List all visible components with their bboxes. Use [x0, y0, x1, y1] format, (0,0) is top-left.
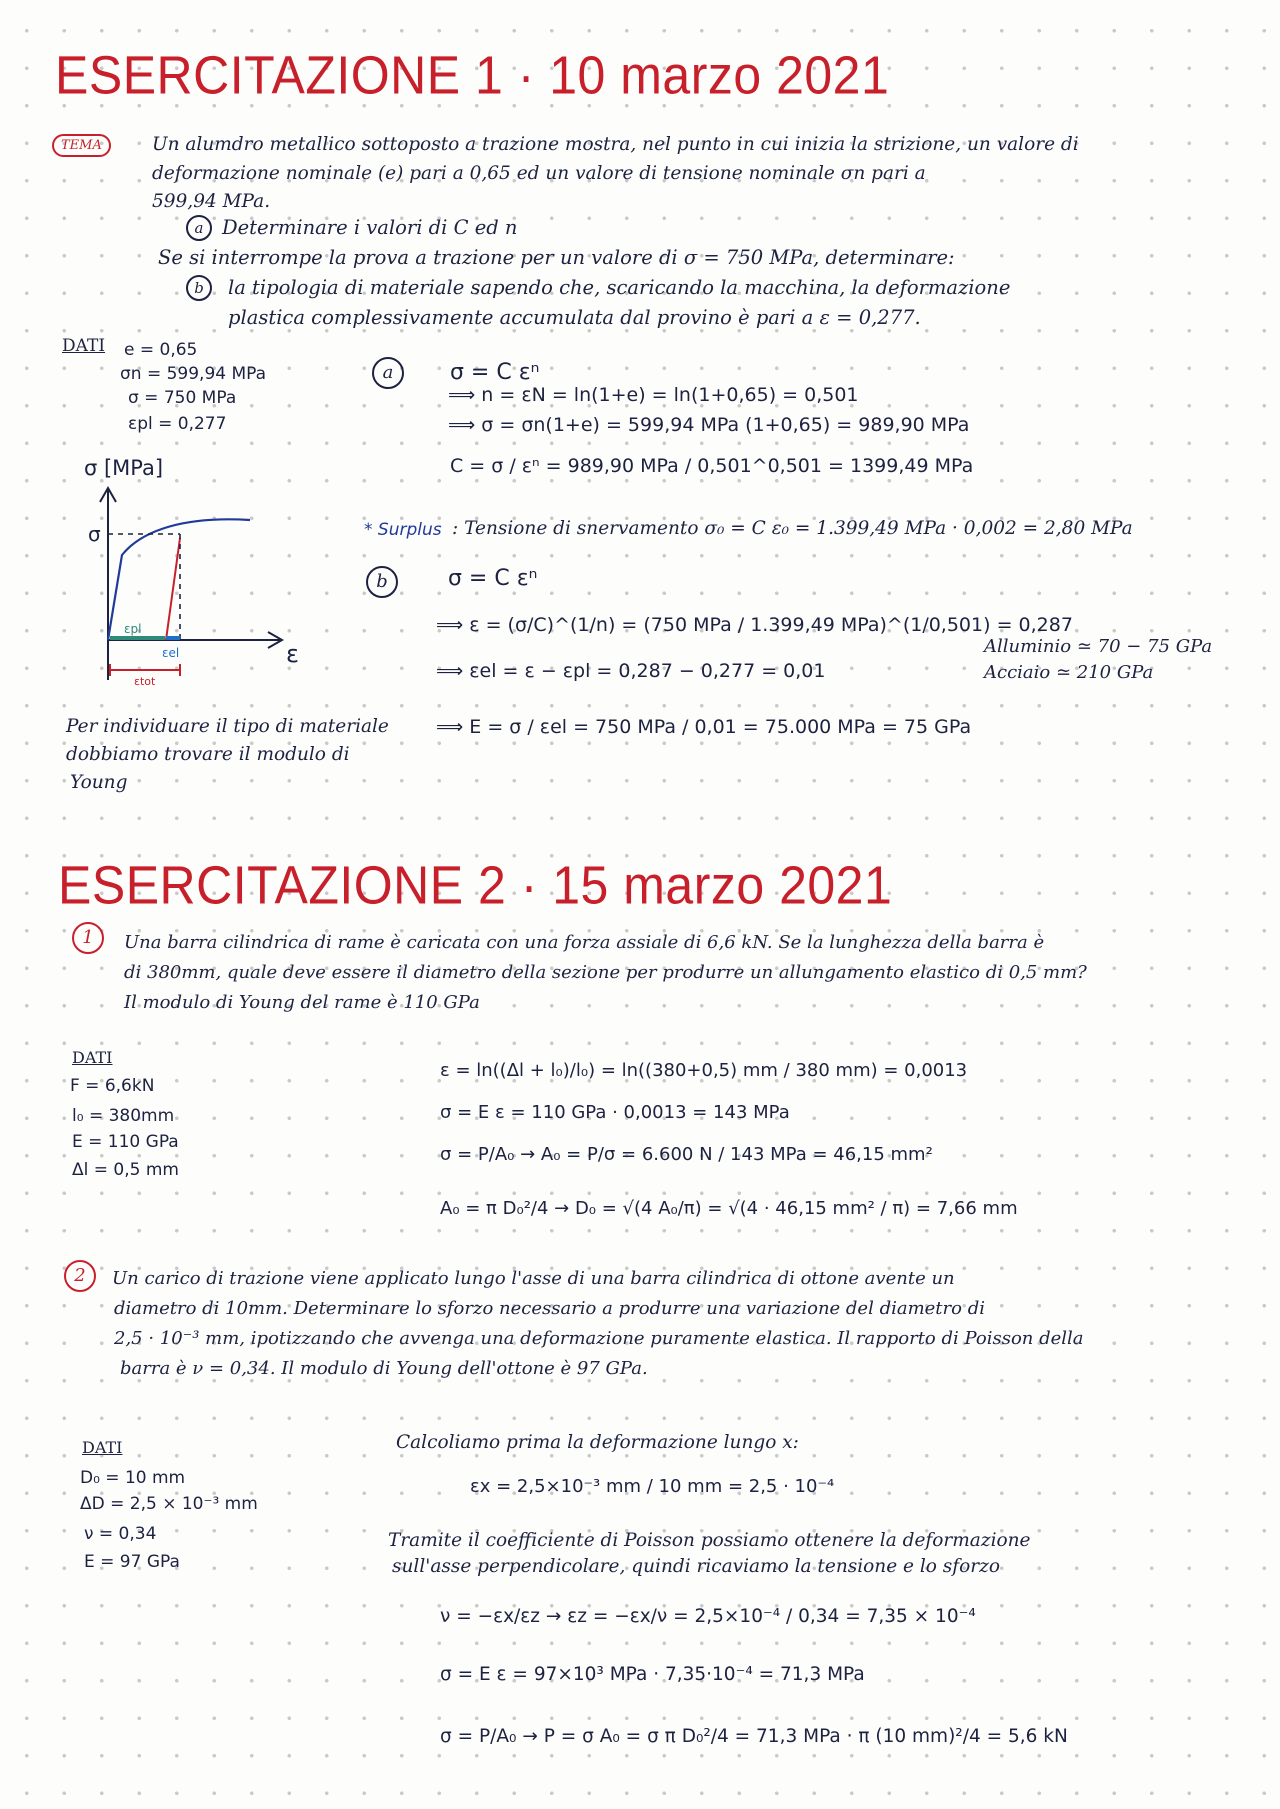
- surplus-text: : Tensione di snervamento σ₀ = C ε₀ = 1.399,49 MPa · 0,002 = 2,80 MPa: [452, 518, 1133, 539]
- sol2-mid-2: sull'asse perpendicolare, quindi ricaviamo la tensione e lo sforzo: [392, 1556, 1000, 1577]
- sol2-eq-1: ν = −εx/εz → εz = −εx/ν = 2,5×10⁻⁴ / 0,34 = 7,35 × 10⁻⁴: [440, 1606, 976, 1627]
- part-a-marker: a: [186, 215, 212, 241]
- p2-line-1: Un carico di trazione viene applicato lungo l'asse di una barra cilindrica di ottone avente un: [112, 1268, 955, 1289]
- sol1-line-3: σ = P/A₀ → A₀ = P/σ = 6.600 N / 143 MPa = 46,15 mm²: [440, 1144, 933, 1165]
- part-b-text: la tipologia di materiale sapendo che, scaricando la macchina, la deformazione: [228, 276, 1011, 299]
- sol1-line-4: A₀ = π D₀²/4 → D₀ = √(4 A₀/π) = √(4 · 46,15 mm² / π) = 7,66 mm: [440, 1198, 1018, 1219]
- sol-b-line-2: ⟹ ε = (σ/C)^(1/n) = (750 MPa / 1.399,49 MPa)^(1/0,501) = 0,287: [436, 614, 1073, 636]
- sol-b-line-1: σ = C εⁿ: [448, 566, 538, 591]
- sol-a-line-4: C = σ / εⁿ = 989,90 MPa / 0,501^0,501 = 1399,49 MPa: [450, 455, 974, 477]
- ex2-title: ESERCITAZIONE 2 · 15 marzo 2021: [58, 855, 893, 916]
- surplus-label: * Surplus: [364, 520, 442, 540]
- p1-line-2: di 380mm, quale deve essere il diametro della sezione per produrre un allungamento elastico di 0,5 mm?: [124, 962, 1087, 983]
- dati1-force: F = 6,6kN: [70, 1076, 155, 1096]
- sol-a-line-1: σ = C εⁿ: [450, 360, 540, 385]
- ex1-dati-label: DATI: [62, 336, 106, 356]
- p2-line-3: 2,5 · 10⁻³ mm, ipotizzando che avvenga una deformazione puramente elastica. Il rapporto di Poisson della: [114, 1328, 1084, 1349]
- ex1-title: ESERCITAZIONE 1 · 10 marzo 2021: [55, 45, 890, 106]
- ex1-dati-3: σ = 750 MPa: [128, 388, 237, 408]
- interrupt-text: Se si interrompe la prova a trazione per un valore di σ = 750 MPa, determinare:: [158, 246, 955, 269]
- ex1-dati-2: σn = 599,94 MPa: [120, 364, 267, 384]
- dati1-young: E = 110 GPa: [72, 1132, 179, 1152]
- sol2-mid-1: Tramite il coefficiente di Poisson possiamo ottenere la deformazione: [388, 1530, 1031, 1551]
- ex1-problem-line-3: 599,94 MPa.: [152, 191, 271, 212]
- conclusion-line-1: Per individuare il tipo di materiale: [66, 716, 389, 737]
- ex1-problem-line-2: deformazione nominale (e) pari a 0,65 ed un valore di tensione nominale σn pari a: [152, 163, 926, 184]
- sol-a-line-2: ⟹ n = εN = ln(1+e) = ln(1+0,65) = 0,501: [448, 384, 859, 406]
- p2-line-4: barra è ν = 0,34. Il modulo di Young dell'ottone è 97 GPa.: [120, 1358, 648, 1379]
- dati2-diameter: D₀ = 10 mm: [80, 1468, 186, 1488]
- graph-y-axis-label: σ [MPa]: [84, 456, 164, 480]
- graph-unload-line: [166, 538, 180, 640]
- p2-line-2: diametro di 10mm. Determinare lo sforzo necessario a produrre una variazione del diametro di: [114, 1298, 985, 1319]
- sol2-eq-3: σ = P/A₀ → P = σ A₀ = σ π D₀²/4 = 71,3 MPa · π (10 mm)²/4 = 5,6 kN: [440, 1726, 1068, 1747]
- sol-b-marker: b: [366, 566, 398, 598]
- dati2-delta-d: ΔD = 2,5 × 10⁻³ mm: [80, 1494, 258, 1514]
- side-note-steel: Acciaio ≃ 210 GPa: [984, 662, 1154, 683]
- ex2-dati1-label: DATI: [72, 1048, 113, 1067]
- sol-b-line-3: ⟹ εel = ε − εpl = 0,287 − 0,277 = 0,01: [436, 660, 826, 682]
- graph-eel-label: εel: [162, 646, 180, 660]
- p1-line-1: Una barra cilindrica di rame è caricata con una forza assiale di 6,6 kN. Se la lunghezza della barra è: [124, 932, 1045, 953]
- ex1-dati-1: e = 0,65: [124, 340, 198, 360]
- dati2-young: E = 97 GPa: [84, 1552, 180, 1572]
- sol1-line-2: σ = E ε = 110 GPa · 0,0013 = 143 MPa: [440, 1102, 790, 1123]
- ex2-dati2-label: DATI: [82, 1438, 123, 1457]
- p1-marker: 1: [72, 922, 104, 954]
- p2-marker: 2: [64, 1260, 96, 1292]
- sol2-intro: Calcoliamo prima la deformazione lungo x:: [396, 1432, 799, 1453]
- sol-a-line-3: ⟹ σ = σn(1+e) = 599,94 MPa (1+0,65) = 989,90 MPa: [448, 414, 970, 436]
- graph-sigma-label: σ: [88, 522, 101, 546]
- graph-eps-label: ε: [286, 640, 299, 668]
- p1-line-3: Il modulo di Young del rame è 110 GPa: [124, 992, 480, 1013]
- sol1-line-1: ε = ln((Δl + l₀)/l₀) = ln((380+0,5) mm / 380 mm) = 0,0013: [440, 1060, 968, 1081]
- sol2-ex: εx = 2,5×10⁻³ mm / 10 mm = 2,5 · 10⁻⁴: [470, 1476, 835, 1497]
- part-a-text: Determinare i valori di C ed n: [222, 216, 518, 239]
- tema-badge: TEMA: [52, 134, 111, 157]
- sol2-eq-2: σ = E ε = 97×10³ MPa · 7,35·10⁻⁴ = 71,3 MPa: [440, 1664, 865, 1685]
- ex1-problem-line-1: Un alumdro metallico sottoposto a trazione mostra, nel punto in cui inizia la strizione, un valore di: [152, 134, 1079, 155]
- sol-a-marker: a: [372, 357, 404, 389]
- dati2-poisson: ν = 0,34: [84, 1524, 157, 1544]
- part-b-marker: b: [186, 275, 212, 301]
- side-note-aluminium: Alluminio ≃ 70 − 75 GPa: [984, 636, 1213, 657]
- dati1-delta-l: Δl = 0,5 mm: [72, 1160, 179, 1180]
- part-b-text-2: plastica complessivamente accumulata dal provino è pari a ε = 0,277.: [228, 306, 921, 329]
- dati1-length: l₀ = 380mm: [72, 1106, 175, 1126]
- graph-epl-label: εpl: [124, 622, 142, 636]
- conclusion-line-2: dobbiamo trovare il modulo di: [66, 744, 350, 765]
- ex1-dati-4: εpl = 0,277: [128, 414, 227, 434]
- sol-b-line-4: ⟹ E = σ / εel = 750 MPa / 0,01 = 75.000 MPa = 75 GPa: [436, 716, 972, 738]
- graph-etot-label: εtot: [134, 675, 156, 688]
- conclusion-line-3: Young: [70, 772, 128, 793]
